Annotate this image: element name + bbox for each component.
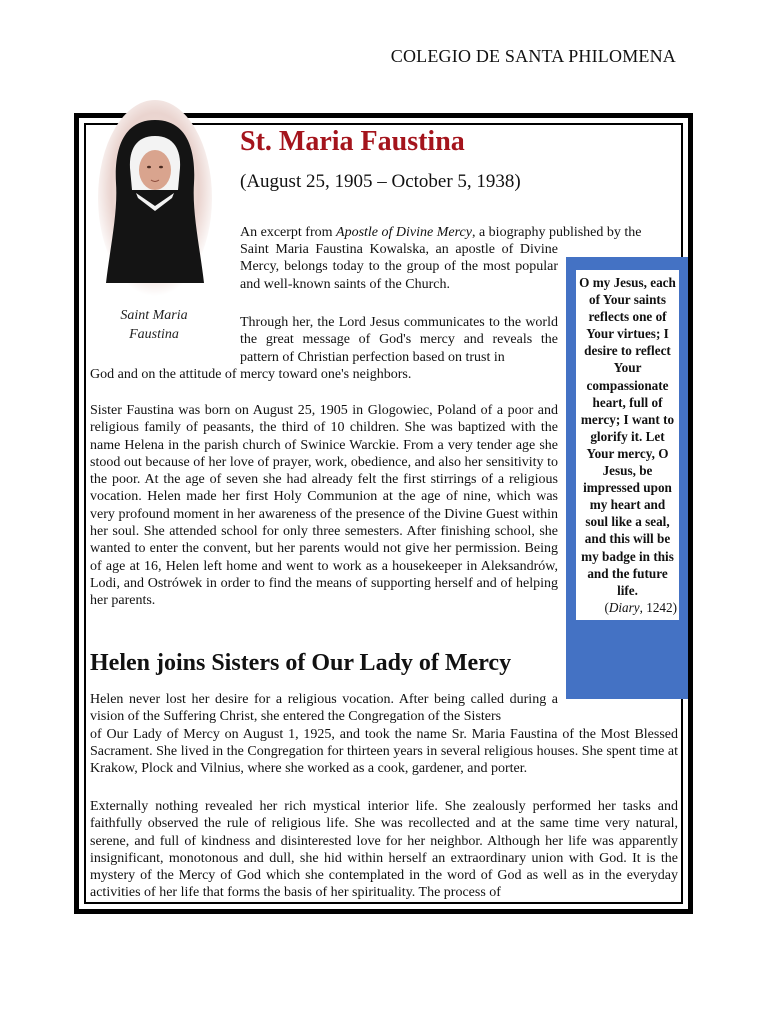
school-name: COLEGIO DE SANTA PHILOMENA bbox=[390, 46, 676, 66]
life-dates: (August 25, 1905 – October 5, 1938) bbox=[240, 171, 521, 192]
paragraph-3: Sister Faustina was born on August 25, 1905 in Glogowiec, Poland of a poor and religious family of peasants, the third of 10 children. She was baptized with the name Helena in the parish church of Swinice Warckie. From a very tender age she stood out because of her love of prayer, work, obedience, and also her sensitivity to the poor. At the age of seven she had already felt the first stirrings of a religious vocation. Helen made her first Holy Communion at the age of nine, which was very profound moment in her awareness of the presence of the Divine Guest within her soul. She attended school for only three semesters. After finishing school, she wanted to enter the convent, but her parents would not give her permission. Being of age at 16, Helen left home and went to work as a housekeeper in Aleksandrów, Lodi, and Ostrówek in order to find the means of supporting herself and of helping her parents. bbox=[90, 403, 558, 609]
paragraph-2-top: Through her, the Lord Jesus communicates to the world the great message of God's mercy and reveals the pattern of Christian perfection based on trust in bbox=[240, 315, 558, 365]
intro-paragraph-rest: Saint Maria Faustina Kowalska, an apostle of Divine Mercy, belongs today to the group of the most popular and well-known saints of the Church. bbox=[240, 242, 558, 292]
caption-line: Saint Maria bbox=[120, 308, 188, 323]
paragraph-2-bottom: God and on the attitude of mercy toward one's neighbors. bbox=[90, 367, 412, 382]
cite-rest: , 1242) bbox=[639, 599, 677, 615]
intro-prefix: An excerpt from bbox=[240, 225, 337, 240]
quote-panel bbox=[576, 270, 679, 620]
cite-source: Diary bbox=[608, 599, 640, 615]
paragraph-4: Helen never lost her desire for a religious vocation. After being called during a vision of the Suffering Christ, she entered the Congregation of the Sisters of Our Lady of Mercy on August 1, 1925, and took the name Sr. Maria Faustina of the Most Blessed Sacrament. She lived in the Congregation for thirteen years in several religious houses. She spent time at Krakow, Plock and Vilnius, where she worked as a cook, gardener, and porter. bbox=[90, 692, 678, 777]
paragraph-5: Externally nothing revealed her rich mystical interior life. She zealously performed her tasks and faithfully observed the rule of religious life. She was recollected and at the same time very natural, serene, and full of kindness and disinterested love for her neighbor. Although her life was apparently insignificant, monotonous and dull, she hid within herself an extraordinary union with God. It is the mystery of the Mercy of God which she contemplated in the word of God as well as in the everyday activities of her life that forms the basis of her spirituality. The process of bbox=[90, 799, 678, 901]
section-heading: Helen joins Sisters of Our Lady of Mercy bbox=[90, 650, 512, 676]
saint-portrait bbox=[96, 98, 214, 298]
book-title: Apostle of Divine Mercy bbox=[336, 225, 472, 240]
caption-line: Faustina bbox=[129, 327, 179, 342]
quote-citation bbox=[578, 599, 677, 616]
article-title: St. Maria Faustina bbox=[240, 126, 465, 157]
portrait-caption bbox=[108, 306, 200, 344]
intro-paragraph-line1: An excerpt from Apostle of Divine Mercy, a biography published by the bbox=[240, 225, 642, 240]
quote-text: O my Jesus, each of Your saints reflects one of Your virtues; I desire to reflect Your compassionate heart, full of mercy; I want to glorify it. Let Your mercy, O Jesus, be impressed upon my heart and soul like a seal, and this will be my badge in this and the future life. bbox=[579, 275, 676, 598]
cite-open: ( bbox=[604, 599, 609, 615]
